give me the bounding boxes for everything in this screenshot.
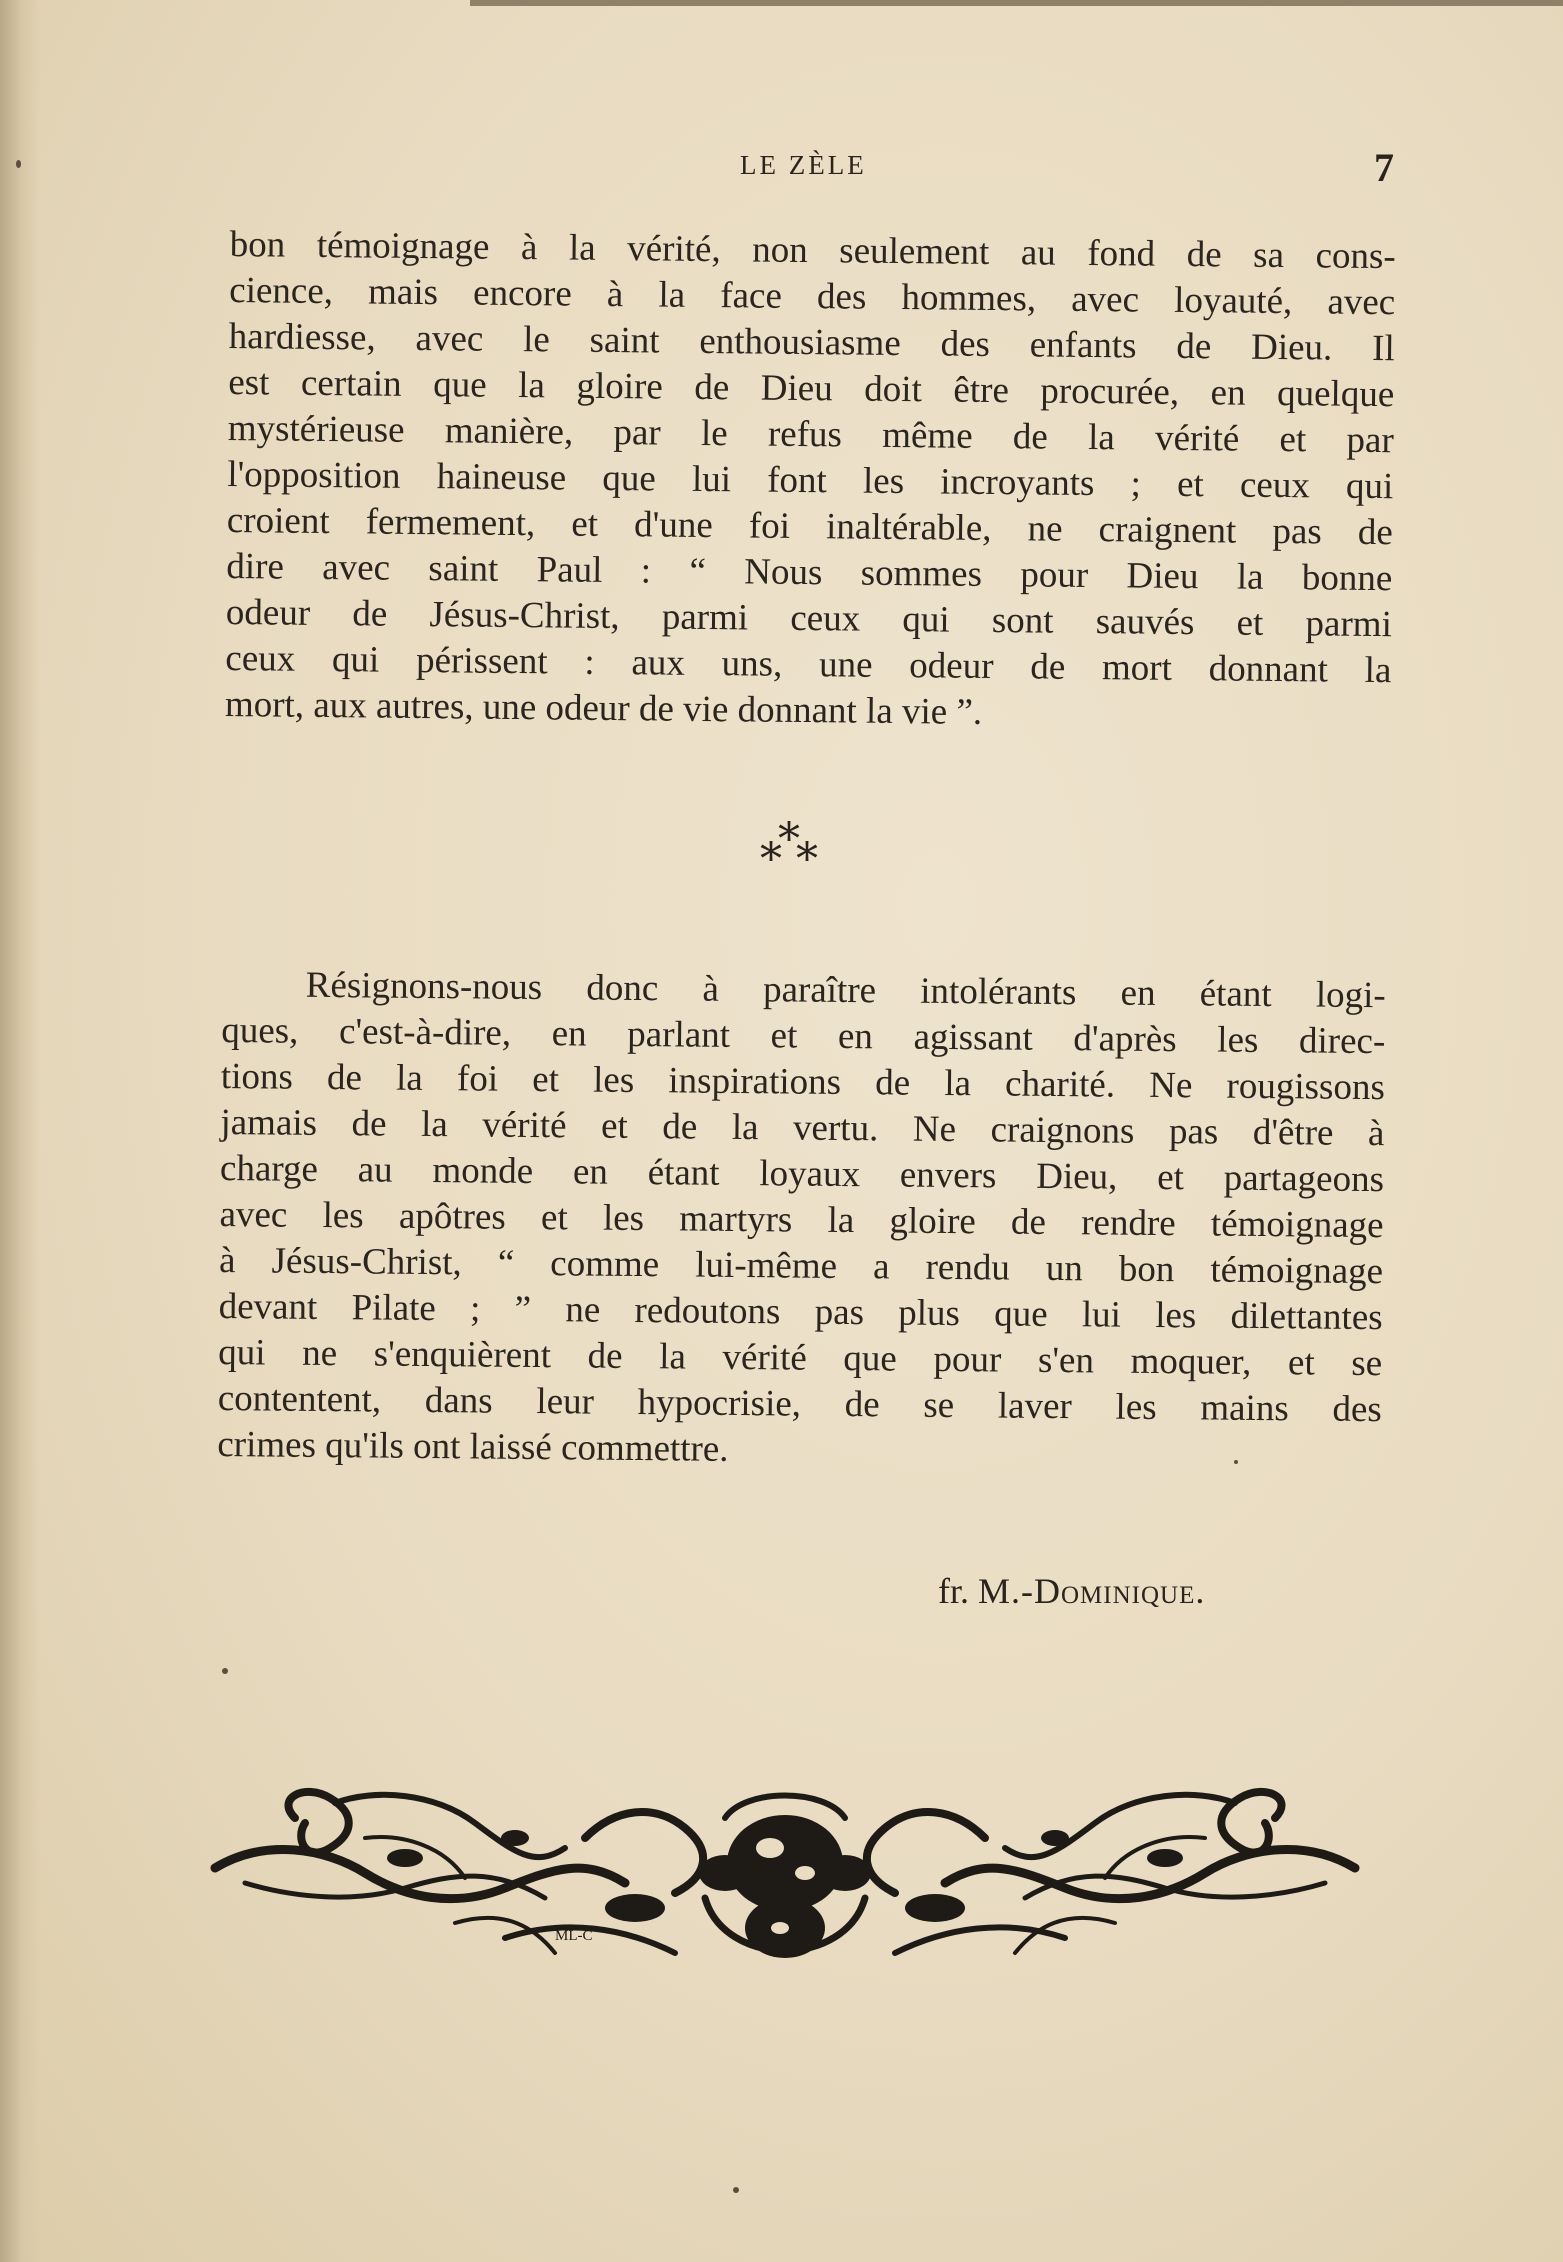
- text-line: hardiesse, avec le saint enthousiasme des enfants de Dieu. Il: [228, 315, 1395, 370]
- text-line: avec les apôtres et les martyrs la gloire de rendre témoignage: [219, 1193, 1384, 1247]
- running-head: [0, 145, 1563, 190]
- paragraph-continued: [225, 222, 1396, 740]
- author-signature: [938, 1570, 1205, 1612]
- text-line: contentent, dans leur hypocrisie, de se laver les mains des: [217, 1377, 1382, 1431]
- floral-tailpiece-ornament: [205, 1778, 1365, 2008]
- text-line: qui ne s'enquièrent de la vérité que pour s'en moquer, et se: [218, 1331, 1383, 1385]
- signature-name: M.-Dominique.: [978, 1571, 1206, 1611]
- text-line-content: Résignons-nous donc à paraître intolérants en étant logi-: [305, 964, 1386, 1017]
- page-number: 7: [1374, 145, 1394, 190]
- text-line: ceux qui périssent : aux uns, une odeur de mort donnant la: [225, 637, 1392, 692]
- text-line: croient fermement, et d'une foi inaltérable, ne craignent pas de: [226, 499, 1394, 554]
- signature-prefix: fr.: [938, 1571, 969, 1611]
- text-line: cience, mais encore à la face des hommes, avec loyauté, avec: [229, 269, 1396, 324]
- text-line: odeur de Jésus-Christ, parmi ceux qui sont sauvés et parmi: [225, 591, 1393, 646]
- text-line: tions de la foi et les inspirations de la charité. Ne rougissons: [220, 1055, 1386, 1109]
- text-line: est certain que la gloire de Dieu doit être procurée, en quelque: [228, 361, 1395, 416]
- text-line: devant Pilate ; ” ne redoutons pas plus que lui les dilettantes: [218, 1285, 1383, 1339]
- ornament-initials: ML-C: [555, 1928, 593, 1944]
- ink-speck: [1234, 1460, 1238, 1464]
- paragraph-closing: [217, 962, 1386, 1479]
- ink-speck: [16, 160, 21, 168]
- running-title: LE ZÈLE: [740, 150, 867, 180]
- asterism-separator: ***: [760, 814, 814, 885]
- text-line: à Jésus-Christ, “ comme lui-même a rendu un bon témoignage: [218, 1239, 1384, 1293]
- text-line: crimes qu'ils ont laissé commettre.: [217, 1423, 729, 1470]
- page-gutter-shadow: [0, 0, 40, 2262]
- text-line: charge au monde en étant loyaux envers Dieu, et partageons: [219, 1147, 1385, 1201]
- ink-speck: [222, 1668, 228, 1674]
- text-line: mort, aux autres, une odeur de vie donnant la vie ”.: [224, 683, 983, 733]
- text-line: mystérieuse manière, par le refus même de la vérité et par: [227, 407, 1394, 462]
- text-line: jamais de la vérité et de la vertu. Ne craignons pas d'être à: [220, 1101, 1385, 1155]
- text-line: l'opposition haineuse que lui font les incroyants ; et ceux qui: [227, 453, 1394, 508]
- ink-speck: [733, 2187, 739, 2193]
- text-line: ques, c'est-à-dire, en parlant et en agissant d'après les direc-: [221, 1009, 1386, 1063]
- top-edge-rule: [470, 0, 1563, 6]
- text-line: bon témoignage à la vérité, non seulement au fond de sa cons-: [229, 223, 1396, 278]
- text-line: dire avec saint Paul : “ Nous sommes pour Dieu la bonne: [226, 545, 1393, 600]
